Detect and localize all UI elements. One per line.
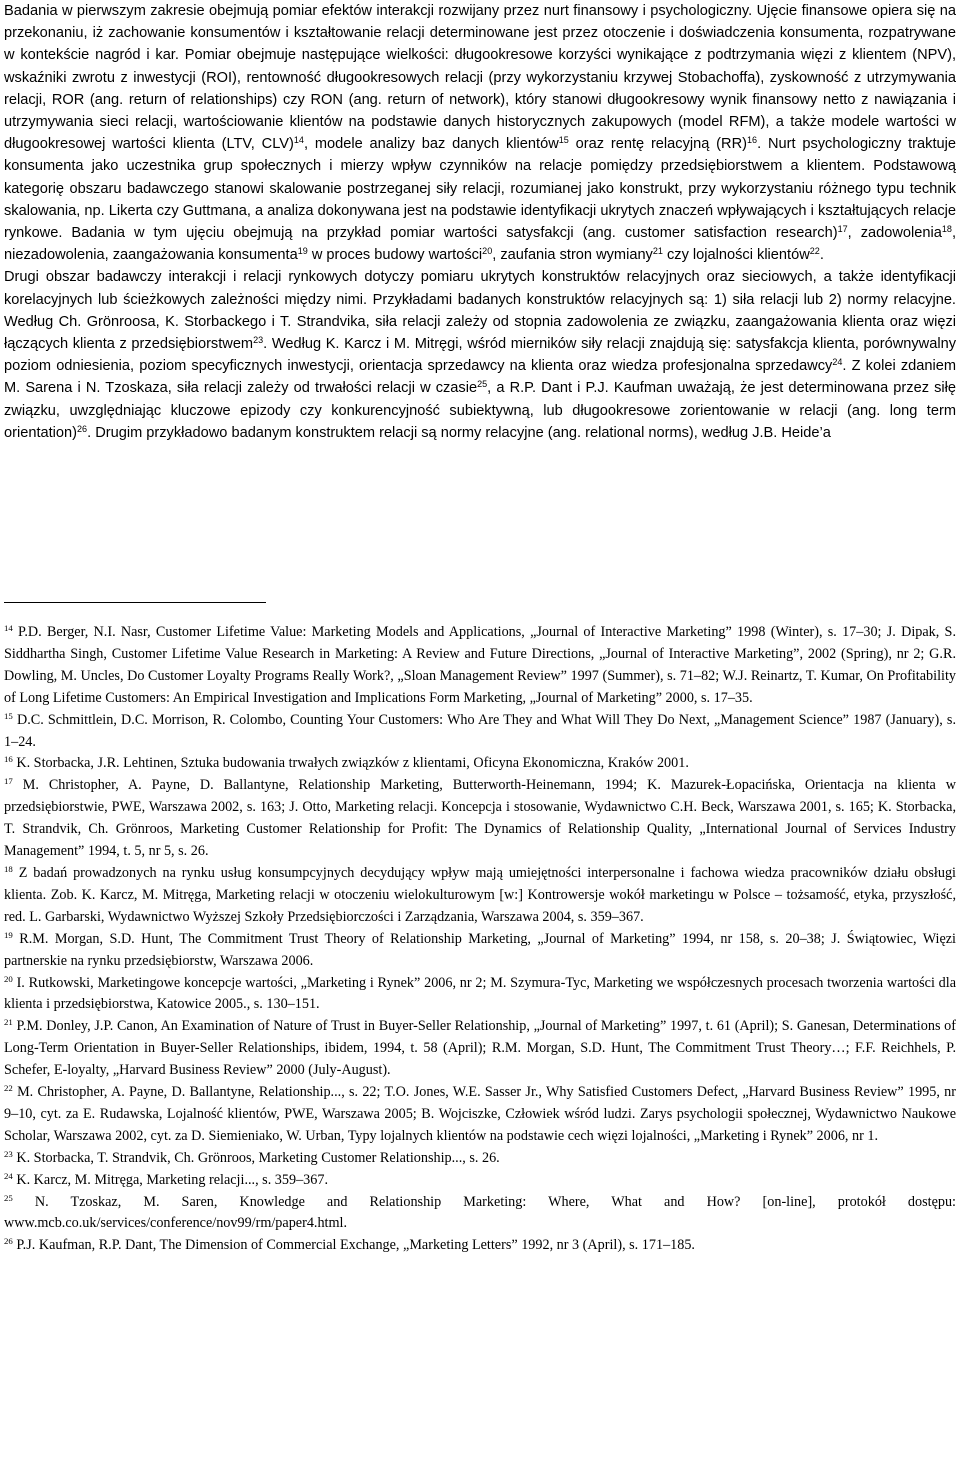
footnote-separator [4,602,266,603]
footnote-text: D.C. Schmittlein, D.C. Morrison, R. Colombo, Counting Your Customers: Who Are They and What Will They Do Next, „Management Science” 1987 (January), s. 1–24. [4,711,956,750]
footnote-ref: 26 [77,423,88,434]
footnote-number: 20 [4,973,13,984]
footnote-number: 14 [4,623,13,634]
footnotes [4,622,956,1257]
footnote-ref: 22 [809,246,820,257]
footnote [4,1082,956,1148]
footnote [4,973,956,1017]
footnote-text: M. Christopher, A. Payne, D. Ballantyne, Relationship Marketing, Butterworth-Heinemann, 1994; K. Mazurek-Łopacińska, Orientacja na klienta w przedsiębiorstwie, PWE, Warszawa 2002, s. 163; J. Otto, Marketing relacji. Koncepcja i stosowanie, Wydawnictwo C.H. Beck, Warszawa 2001, s. 165; K. Storbacka, T. Strandvik, Ch. Grönroos, Marketing Customer Relationship for Profit: The Dynamics of Relationship Quality, „International Journal of Services Industry Management” 1994, t. 5, nr 5, s. 26. [4,777,956,860]
footnote [4,1170,956,1192]
footnote [4,1192,956,1236]
paragraph: Badania w pierwszym zakresie obejmują pomiar efektów interakcji rozwijany przez nurt finansowy i psychologiczny. Ujęcie finansowe opiera się na przekonaniu, iż zachowanie konsumentów i kształtowanie relacji determinowane jest przez otoczenie i doświadczenia konsumenta, rozpatrywane w kontekście nagród i kar. Pomiar obejmuje następujące wielkości: długookresowe korzyści wynikające z podtrzymania więzi z klientem (NPV), wskaźniki zwrotu z inwestycji (ROI), rentowność długookresowych relacji (przy wykorzystaniu krzywej Stobachoffa), zyskowność z utrzymywania relacji, ROR (ang. return of relationships) czy RON (ang. return of network), który stanowi długookresowy wynik finansowy netto z nawiązania i utrzymywania sieci relacji, wartościowanie klientów na podstawie danych historycznych zakupowych (model RFM), a także modele wartości w długookresowej wartości klienta (LTV, CLV)$^{14}$, modele analizy baz danych klientów$^{15}$ oraz rentę relacyjną (RR)$^{16}$. Nurt psychologiczny traktuje konsumenta jako uczestnika grup społecznych i mierzy wpływ czynników na relacje pomiędzy przedsiębiorstwem a klientem. Podstawową kategorię obszaru badawczego stanowi skalowanie postrzeganej siły relacji, rozumianej jako konstrukt, przy wykorzystaniu różnego typu technik skalowania, np. Likerta czy Guttmana, a analiza dokonywana jest na podstawie identyfikacji ukrytych znaczeń wpływających i kształtujących relacje rynkowe. Badania w tym ujęciu obejmują na przykład pomiar wartości satysfakcji (ang. customer satisfaction research)$^{17}$, zadowolenia$^{18}$, niezadowolenia, zaangażowania konsumenta$^{19}$ w proces budowy wartości$^{20}$, zaufania stron wymiany$^{21}$ czy lojalności klientów$^{22}$. [4,3,956,264]
footnote-number: 22 [4,1083,13,1094]
footnote-ref: 25 [477,379,488,390]
footnote [4,1235,956,1257]
footnote-ref: 15 [558,135,569,146]
footnote-ref: 19 [297,246,308,257]
footnote-ref: 17 [837,224,848,235]
footnote-number: 17 [4,776,13,787]
footnote-ref: 18 [941,224,952,235]
footnote [4,775,956,863]
footnote-text: R.M. Morgan, S.D. Hunt, The Commitment Trust Theory of Relationship Marketing, „Journal of Marketing” 1994, nr 158, s. 20–38; J. Świątowiec, Więzi partnerskie na rynku przedsiębiorstw, Warszawa 2006. [4,930,956,969]
footnote [4,1016,956,1082]
footnote-ref: 20 [482,246,493,257]
footnote-ref: 14 [293,135,304,146]
paragraph: Drugi obszar badawczy interakcji i relacji rynkowych dotyczy pomiaru ukrytych konstruktów relacyjnych oraz sieciowych, a także identyfikacji korelacyjnych lub ścieżkowych zależności między nimi. Przykładami badanych konstruktów relacyjnych są: 1) siła relacji lub 2) normy relacyjne. Według Ch. Grönroosa, K. Storbackego i T. Strandvika, siła relacji zależy od stopnia zadowolenia ze związku, zaangażowania klienta oraz więzi łączących klienta z przedsiębiorstwem$^{23}$. Według K. Karcz i M. Mitręgi, wśród mierników siły relacji znajdują się: satysfakcja klienta, porównywalny poziom odniesienia, poziom specyficznych inwestycji, orientacja sprzedawcy na klienta oraz wiedza profesjonalna sprzedawcy$^{24}$. Z kolei zdaniem M. Sarena i N. Tzoskaza, siła relacji zależy od trwałości relacji w czasie$^{25}$, a R.P. Dant i P.J. Kaufman uważają, że jest determinowana przez siłę związku, uwzględniając kluczowe epizody czy konkurencyjność subiektywną, lub długookresowe zorientowanie w relacji (ang. long term orientation)$^{26}$. Drugim przykładowo badanym konstruktem relacji są normy relacyjne (ang. relational norms), według J.B. Heide’a [4,269,957,441]
footnote-text: M. Christopher, A. Payne, D. Ballantyne, Relationship..., s. 22; T.O. Jones, W.E. Sasser Jr., Why Satisfied Customers Defect, „Harvard Business Review” 1995, nr 9–10, cyt. za E. Rudawska, Lojalność klientów, PWE, Warszawa 2005; B. Wojciszke, Człowiek wśród ludzi. Zarys psychologii społecznej, Wydawnictwo Naukowe Scholar, Warszawa 2002, cyt. za D. Siemieniako, W. Urban, Typy lojalnych klientów na podstawie cech więzi lojalności, „Marketing i Rynek” 2006, nr 1. [4,1084,956,1144]
footnote-number: 16 [4,754,13,765]
footnote-text: P.D. Berger, N.I. Nasr, Customer Lifetime Value: Marketing Models and Applications, „Journal of Interactive Marketing” 1998 (Winter), s. 17–30; J. Dipak, S. Siddhartha Singh, Customer Lifetime Value Research in Marketing: A Review and Future Directions, „Journal of Interactive Marketing”, 2002 (Spring), nr 2; G.R. Dowling, M. Uncles, Do Customer Loyalty Programs Really Work?, „Sloan Management Review” 1997 (Summer), s. 71–82; W.J. Reinartz, T. Kumar, On Profitability of Long Lifetime Customers: An Empirical Investigation and Implications Form Marketing, „Journal of Marketing” 2000, s. 17–35. [4,624,956,706]
footnote-text: K. Storbacka, T. Strandvik, Ch. Grönroos, Marketing Customer Relationship..., s. 26. [12,1149,500,1166]
footnote-ref: 21 [652,246,663,257]
footnote-ref: 16 [746,135,758,146]
footnote-text: N. Tzoskaz, M. Saren, Knowledge and Relationship Marketing: Where, What and How? [on-line], protokół dostępu: www.mcb.co.uk/services/conference/nov99/rm/paper4.html. [4,1193,956,1232]
footnote-number: 18 [4,864,13,875]
main-text [4,0,956,444]
footnote [4,710,956,754]
footnote-text: Z badań prowadzonych na rynku usług konsumpcyjnych decydujący wpływ mają umiejętności interpersonalne i fachowa wiedza pracowników działu obsługi klienta. Zob. K. Karcz, M. Mitręga, Marketing relacji w otoczeniu wielokulturowym [w:] Kontrowersje wokół marketingu w Polsce – tożsamość, etyka, przyszłość, red. L. Garbarski, Wydawnictwo Wyższej Szkoły Przedsiębiorczości i Zarządzania, Warszawa 2004, s. 359–367. [4,864,956,925]
footnote [4,863,956,929]
footnote-text: K. Karcz, M. Mitręga, Marketing relacji..., s. 359–367. [12,1171,328,1188]
footnote-number: 25 [4,1192,13,1203]
footnote-number: 15 [4,710,13,721]
footnote-text: P.J. Kaufman, R.P. Dant, The Dimension of Commercial Exchange, „Marketing Letters” 1992, nr 3 (April), s. 171–185. [12,1237,695,1254]
footnote [4,622,956,710]
footnote [4,753,956,775]
footnote-number: 21 [4,1017,13,1028]
footnote [4,1148,956,1170]
footnote-number: 23 [4,1148,13,1159]
footnote-number: 24 [4,1170,13,1181]
footnote-number: 19 [4,929,13,940]
footnote-ref: 24 [832,357,843,368]
footnote-text: I. Rutkowski, Marketingowe koncepcje wartości, „Marketing i Rynek” 2006, nr 2; M. Szymura-Tyc, Marketing we współczesnych procesach tworzenia wartości dla klienta i przedsiębiorstwa, Katowice 2005., s. 130–151. [4,974,956,1013]
footnote [4,929,956,973]
footnote-text: P.M. Donley, J.P. Canon, An Examination of Nature of Trust in Buyer-Seller Relationship, „Journal of Marketing” 1997, t. 61 (April); S. Ganesan, Determinations of Long-Term Orientation in Buyer-Seller Relationships, ibidem, 1994, t. 58 (April); R.M. Morgan, S.D. Hunt, The Commitment Trust Theory…; F.F. Reichhels, P. Schefer, E-loyalty, „Harvard Business Review” 2000 (July-August). [4,1018,956,1079]
footnote-number: 26 [4,1236,13,1247]
footnote-ref: 23 [253,335,264,346]
footnote-text: K. Storbacka, J.R. Lehtinen, Sztuka budowania trwałych związków z klientami, Oficyna Ekonomiczna, Kraków 2001. [12,755,689,772]
